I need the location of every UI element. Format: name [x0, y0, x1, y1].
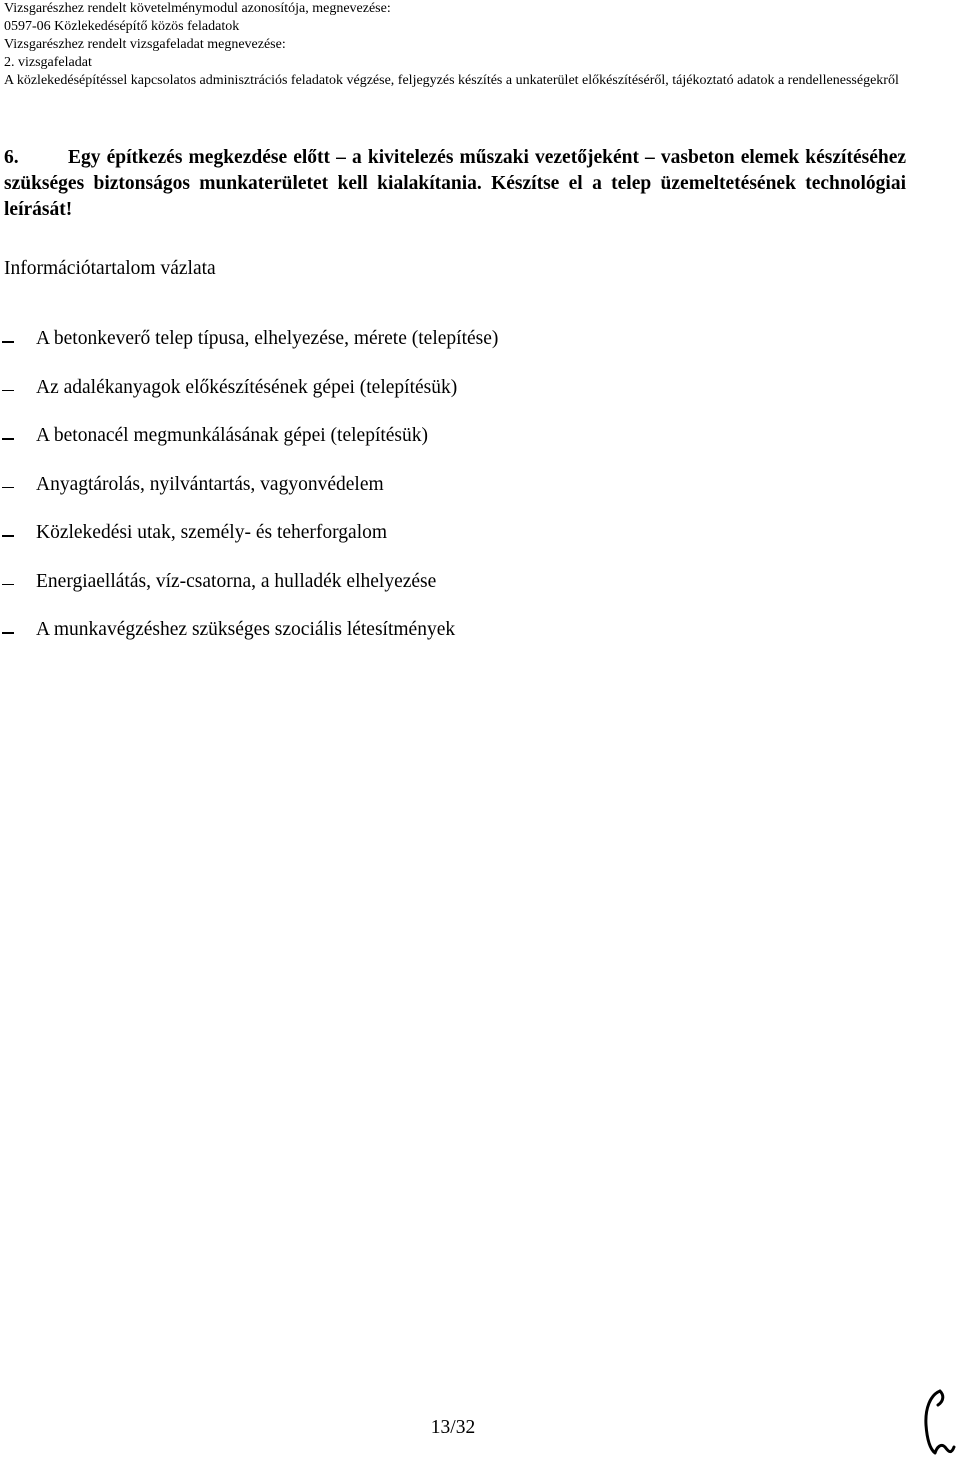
- dash-bullet-icon: [2, 632, 14, 634]
- task-statement: [4, 145, 906, 223]
- list-item-text: A munkavégzéshez szükséges szociális létesítmények: [36, 619, 456, 640]
- dash-bullet-icon: [2, 487, 14, 489]
- outline-title: Információtartalom vázlata: [4, 258, 216, 279]
- list-item-text: A betonacél megmunkálásának gépei (telepítésük): [36, 425, 429, 446]
- list-item: [0, 521, 498, 570]
- header-task-number: 2. vizsgafeladat: [4, 55, 92, 70]
- list-item-text: A betonkeverő telep típusa, elhelyezése, mérete (telepítése): [36, 328, 499, 349]
- list-item: [0, 473, 498, 522]
- list-item-text: Az adalékanyagok előkészítésének gépei (telepítésük): [36, 376, 458, 398]
- list-item-text: Anyagtárolás, nyilvántartás, vagyonvédelem: [36, 473, 384, 495]
- list-item-text: Közlekedési utak, személy- és teherforgalom: [36, 522, 388, 543]
- dash-bullet-icon: [2, 438, 14, 440]
- task-number: 6.: [4, 147, 19, 168]
- list-item: [0, 570, 498, 619]
- signature-mark: [918, 1385, 958, 1457]
- header-task-label: Vizsgarészhez rendelt vizsgafeladat megnevezése:: [4, 37, 286, 52]
- header-module-label: Vizsgarészhez rendelt követelménymodul azonosítója, megnevezése:: [4, 1, 391, 16]
- task-text: Egy építkezés megkezdése előtt – a kivitelezés műszaki vezetőjeként – vasbeton elemek készítéséhez szükséges biztonságos munkaterületet kell kialakítania. Készítse el a telep üzemeltetésének technológiai leírását!: [4, 147, 906, 220]
- dash-bullet-icon: [2, 390, 14, 392]
- outline-list: [0, 327, 498, 667]
- document-header: [4, 0, 954, 90]
- list-item: [0, 424, 498, 473]
- dash-bullet-icon: [2, 341, 14, 343]
- header-task-name: A közlekedésépítéssel kapcsolatos adminisztrációs feladatok végzése, feljegyzés készítés a unkaterület előkészítéséről, tájékoztató adatok a rendellenességekről: [4, 73, 899, 88]
- list-item: [0, 327, 498, 376]
- page-number: 13/32: [430, 1417, 476, 1438]
- list-item-text: Energiaellátás, víz-csatorna, a hulladék elhelyezése: [36, 570, 437, 592]
- list-item: [0, 376, 498, 425]
- dash-bullet-icon: [2, 584, 14, 586]
- header-module-name: 0597-06 Közlekedésépítő közös feladatok: [4, 19, 240, 34]
- dash-bullet-icon: [2, 535, 14, 537]
- list-item: [0, 618, 498, 667]
